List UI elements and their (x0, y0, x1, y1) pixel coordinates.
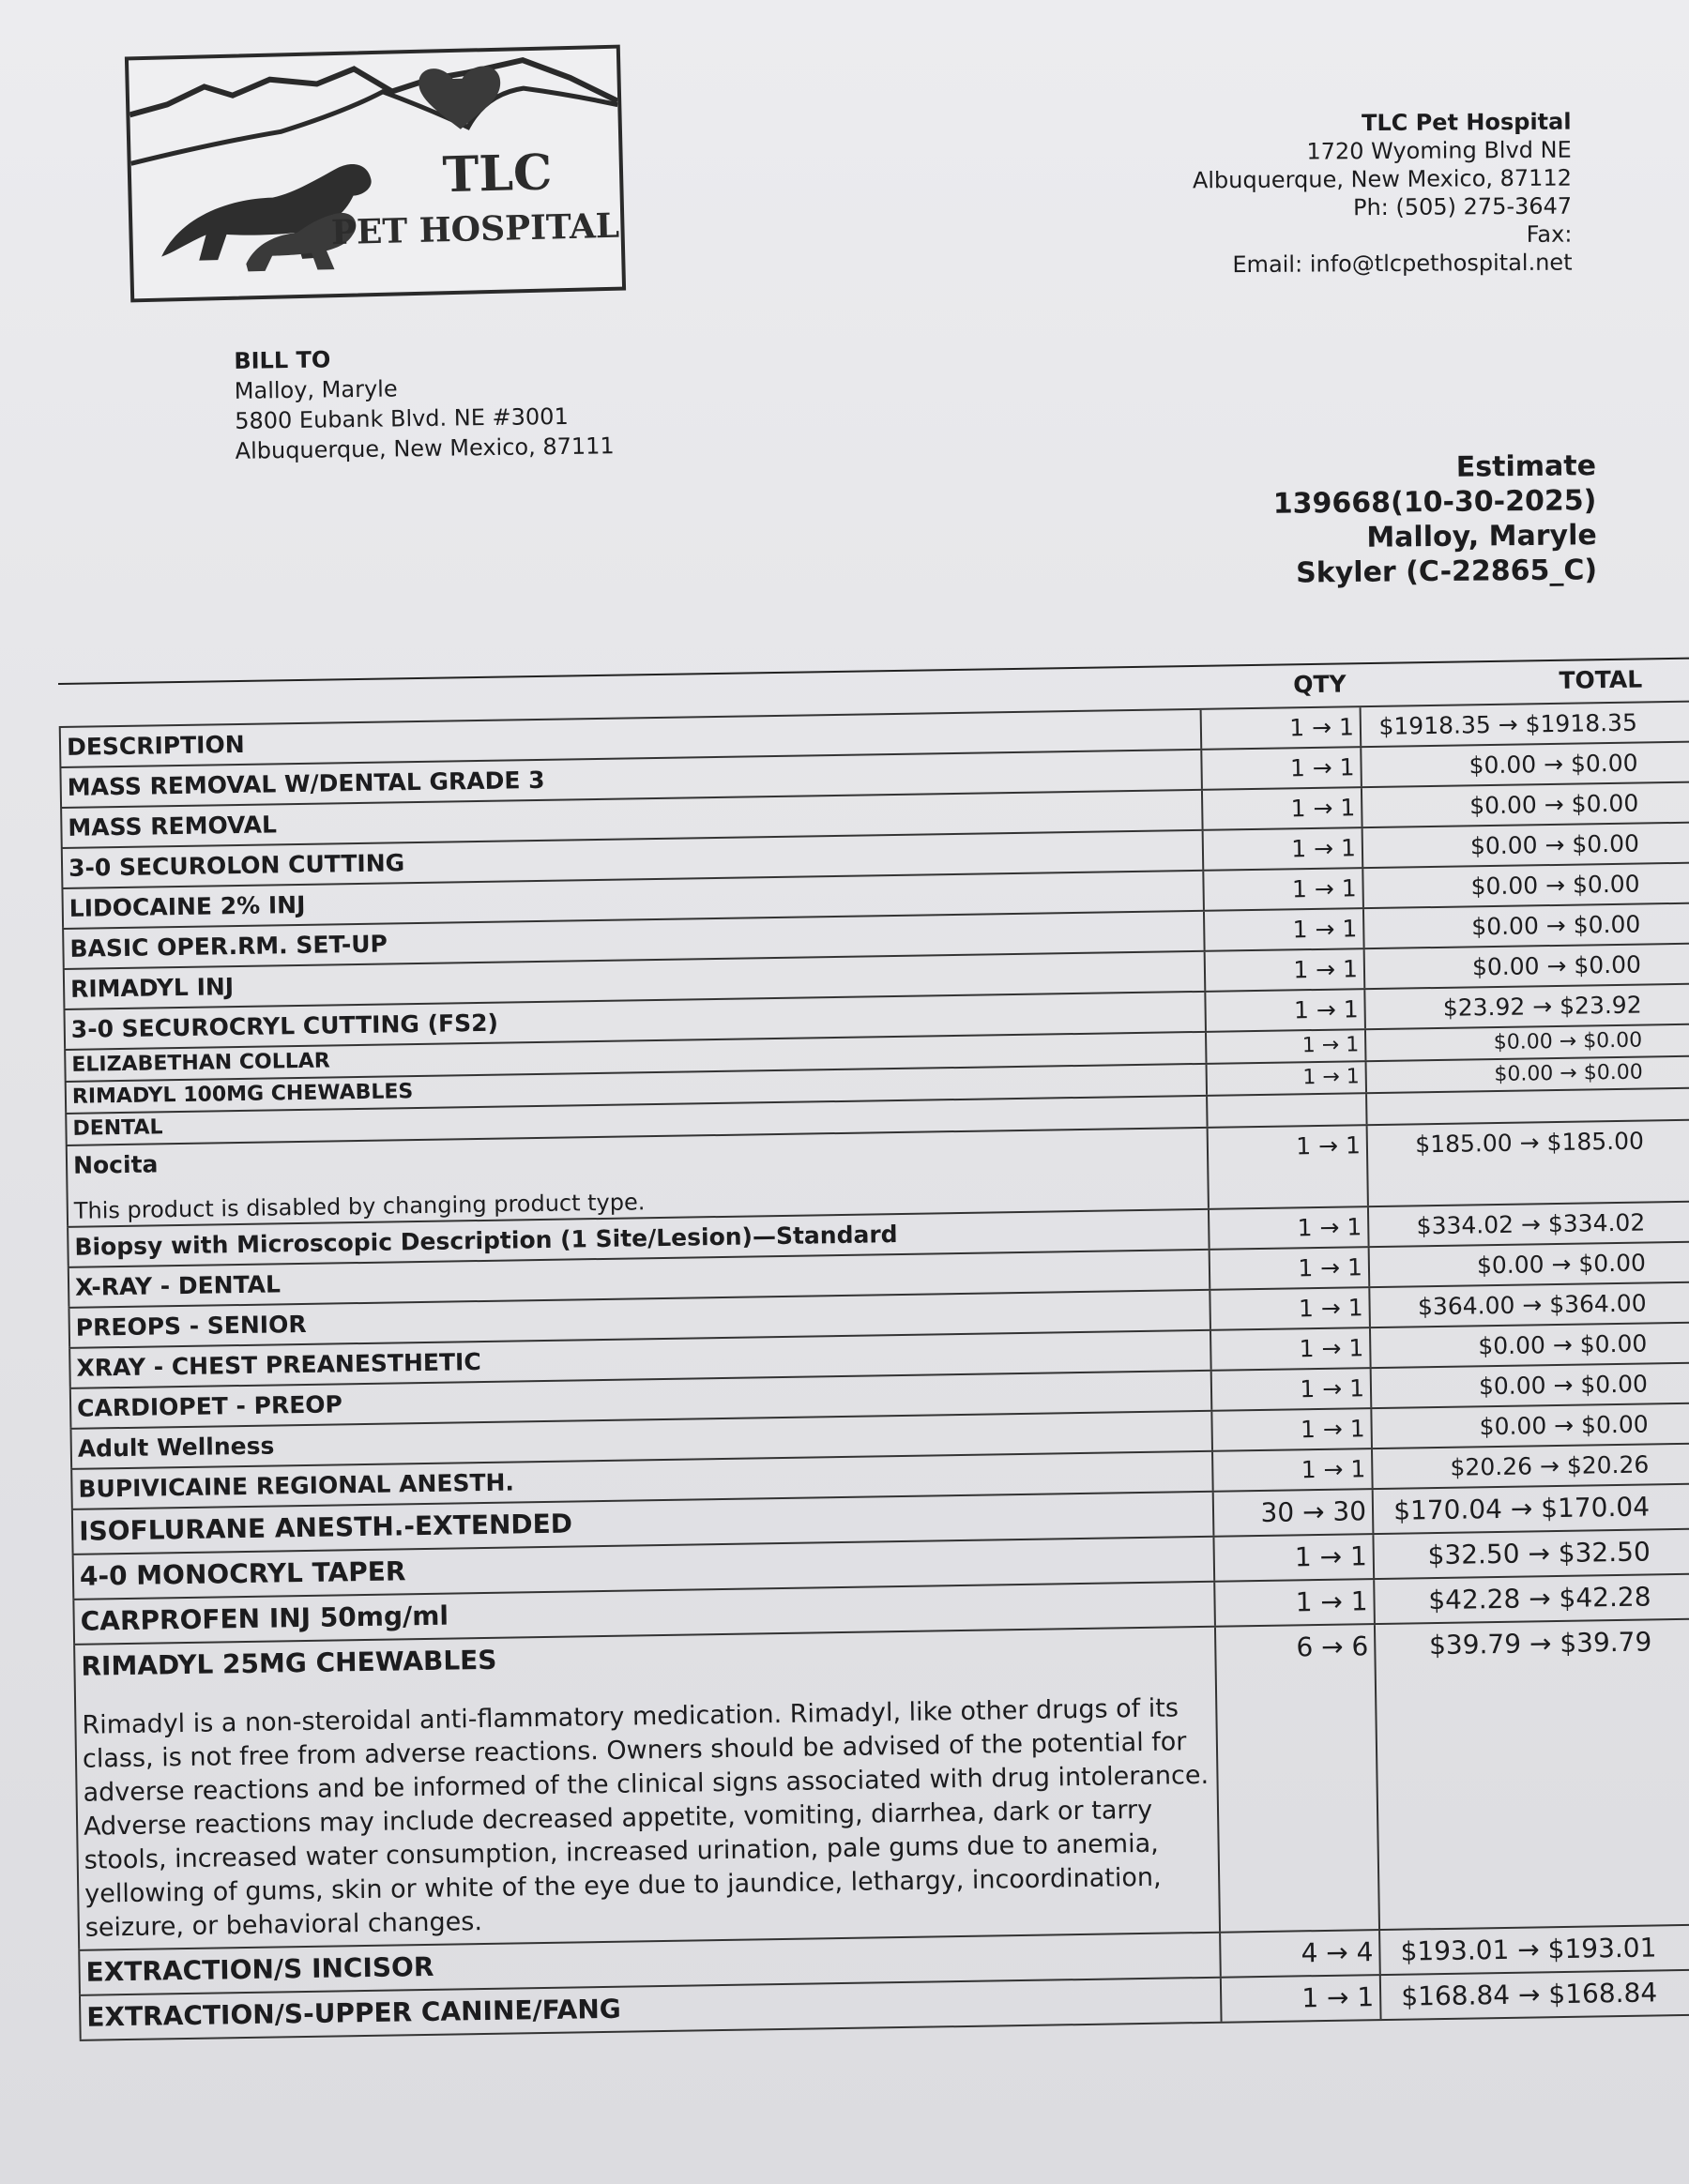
clinic-address-1: 1720 Wyoming Blvd NE (1306, 136, 1572, 165)
row-total: $170.04 → $170.04 (1392, 1491, 1651, 1526)
row-description: MASS REMOVAL W/DENTAL GRADE 3 (59, 751, 1202, 807)
row-total: $364.00 → $364.00 (1417, 1289, 1647, 1321)
row-total: $0.00 → $0.00 (1494, 1060, 1643, 1087)
row-total: $0.00 → $0.00 (1469, 789, 1639, 820)
row-qty: 1 → 1 (1210, 1207, 1370, 1249)
total-header: TOTAL (1559, 665, 1643, 694)
row-qty: 1 → 1 (1212, 1409, 1373, 1450)
row-qty: 1 → 1 (1202, 707, 1362, 749)
clinic-phone: Ph: (505) 275-3647 (1352, 192, 1573, 221)
row-qty: 1 → 1 (1203, 788, 1363, 829)
row-qty: 1 → 1 (1206, 949, 1366, 991)
row-qty: 1 → 1 (1204, 828, 1364, 870)
row-description: Adult Wellness (70, 1412, 1213, 1468)
row-description-cell (73, 1628, 1221, 1949)
row-description: MASS REMOVAL (60, 791, 1203, 847)
row-description: PREOPS - SENIOR (68, 1291, 1210, 1347)
row-total: $334.02 → $334.02 (1416, 1208, 1646, 1240)
row-qty: 1 → 1 (1213, 1449, 1374, 1491)
row-total: $42.28 → $42.28 (1428, 1581, 1651, 1616)
row-description: DESCRIPTION (59, 710, 1202, 766)
clinic-info (1192, 108, 1572, 280)
row-total: $0.00 → $0.00 (1469, 829, 1640, 860)
clinic-name: TLC Pet Hospital (1361, 108, 1572, 137)
row-total: $0.00 → $0.00 (1471, 950, 1642, 981)
row-qty: 1 → 1 (1210, 1248, 1371, 1289)
logo-tlc-text: TLC (441, 144, 554, 205)
row-qty: 1 → 1 (1204, 869, 1364, 910)
estimate-table (58, 658, 1689, 2041)
row-qty: 1 → 1 (1202, 748, 1362, 789)
row-total: $0.00 → $0.00 (1470, 870, 1640, 901)
row-qty: 1 → 1 (1205, 909, 1365, 950)
logo-pet-hospital-text: PET HOSPITAL (330, 205, 620, 253)
row-description: ISOFLURANE ANESTH.-EXTENDED (71, 1493, 1215, 1554)
row-description: RIMADYL 100MG CHEWABLES (65, 1065, 1208, 1113)
row-total: $20.26 → $20.26 (1450, 1450, 1650, 1481)
bill-to-address-2: Albuquerque, New Mexico, 87111 (235, 432, 615, 464)
row-total: $185.00 → $185.00 (1415, 1127, 1645, 1159)
row-description: Nocita (72, 1150, 159, 1179)
row-total: $0.00 → $0.00 (1476, 1249, 1647, 1280)
row-total: $0.00 → $0.00 (1478, 1370, 1649, 1401)
row-qty: 1 → 1 (1222, 1976, 1382, 2022)
row-qty: 1 → 1 (1212, 1369, 1373, 1410)
row-description: 3-0 SECUROCRYL CUTTING (FS2) (63, 993, 1206, 1049)
row-description: X-RAY - DENTAL (68, 1251, 1210, 1307)
row-total: $39.79 → $39.79 (1428, 1626, 1652, 1661)
row-note: This product is disabled by changing product type. (73, 1189, 646, 1224)
bill-to-name: Malloy, Maryle (234, 375, 398, 404)
row-total (1367, 1089, 1649, 1124)
row-description: CARPROFEN INJ 50mg/ml (72, 1583, 1216, 1644)
row-qty: 1 → 1 (1214, 1535, 1375, 1581)
row-qty: 30 → 30 (1214, 1490, 1375, 1536)
row-qty: 1 → 1 (1206, 990, 1366, 1031)
row-description: BASIC OPER.RM. SET-UP (62, 912, 1205, 968)
estimate-patient: Skyler (C-22865_C) (1296, 554, 1598, 590)
row-total: $1918.35 → $1918.35 (1378, 708, 1638, 740)
row-qty: 1 → 1 (1207, 1030, 1366, 1063)
bill-to (234, 341, 615, 466)
clinic-email: Email: info@tlcpethospital.net (1232, 249, 1573, 279)
bill-to-heading: BILL TO (234, 346, 331, 374)
estimate-number: 139668(10-30-2025) (1273, 484, 1597, 521)
clinic-address-2: Albuquerque, New Mexico, 87112 (1192, 164, 1572, 194)
row-description: EXTRACTION/S INCISOR (78, 1934, 1222, 1994)
row-qty: 1 → 1 (1215, 1580, 1376, 1626)
row-total: $23.92 → $23.92 (1442, 991, 1642, 1022)
bill-to-address-1: 5800 Eubank Blvd. NE #3001 (235, 402, 569, 434)
table-row (73, 1620, 1689, 1951)
row-total: $0.00 → $0.00 (1493, 1028, 1643, 1055)
row-description: EXTRACTION/S-UPPER CANINE/FANG (79, 1979, 1223, 2040)
row-total: $0.00 → $0.00 (1468, 749, 1638, 780)
estimate-label: Estimate (1456, 449, 1597, 484)
row-qty: 1 → 1 (1209, 1126, 1369, 1208)
row-qty (1208, 1094, 1367, 1127)
row-total: $0.00 → $0.00 (1478, 1329, 1648, 1360)
row-total: $193.01 → $193.01 (1400, 1932, 1657, 1967)
row-description: 3-0 SECUROLON CUTTING (61, 831, 1204, 887)
qty-header: QTY (1292, 670, 1347, 699)
row-description: RIMADYL 25MG CHEWABLES (81, 1644, 497, 1682)
row-description-cell (66, 1129, 1210, 1226)
row-description: Biopsy with Microscopic Description (1 Site/Lesion)—Standard (67, 1210, 1210, 1266)
row-total: $32.50 → $32.50 (1427, 1536, 1651, 1571)
row-description: 4-0 MONOCRYL TAPER (72, 1538, 1216, 1599)
row-qty: 1 → 1 (1210, 1288, 1371, 1329)
row-qty: 1 → 1 (1208, 1062, 1367, 1095)
row-description: CARDIOPET - PREOP (69, 1372, 1212, 1428)
estimate-client: Malloy, Maryle (1366, 519, 1598, 554)
estimate-info (1273, 448, 1598, 591)
row-description: XRAY - CHEST PREANESTHETIC (68, 1331, 1211, 1388)
row-total: $168.84 → $168.84 (1401, 1977, 1658, 2012)
row-description: ELIZABETHAN COLLAR (64, 1033, 1207, 1081)
row-qty: 6 → 6 (1216, 1625, 1380, 1932)
row-description: RIMADYL INJ (63, 952, 1206, 1009)
row-qty: 4 → 4 (1221, 1931, 1381, 1977)
clinic-fax: Fax: (1526, 220, 1573, 248)
row-description: BUPIVICAINE REGIONAL ANESTH. (70, 1452, 1213, 1509)
row-note: Rimadyl is a non-steroidal anti-flammatory medication. Rimadyl, like other drugs of its class, is not free from adverse reactions. Owners should be advised of the potential for adverse reactions and be informed of the clinical signs associated with drug intolerance. Adverse reactions may include decreased appetite, vomiting, diarrhea, dark or tarry stools, increased water consumption, increased urination, pale gums due to anemia, yellowing of gums, skin or white of the eye due to jaundice, lethargy, incoordination, seizure, or behavioral changes. (82, 1693, 1210, 1943)
hospital-logo (125, 45, 626, 303)
row-description: LIDOCAINE 2% INJ (61, 872, 1204, 928)
row-total: $0.00 → $0.00 (1471, 910, 1641, 941)
row-qty: 1 → 1 (1211, 1328, 1372, 1370)
row-description: DENTAL (65, 1097, 1208, 1145)
row-total: $0.00 → $0.00 (1479, 1410, 1649, 1441)
